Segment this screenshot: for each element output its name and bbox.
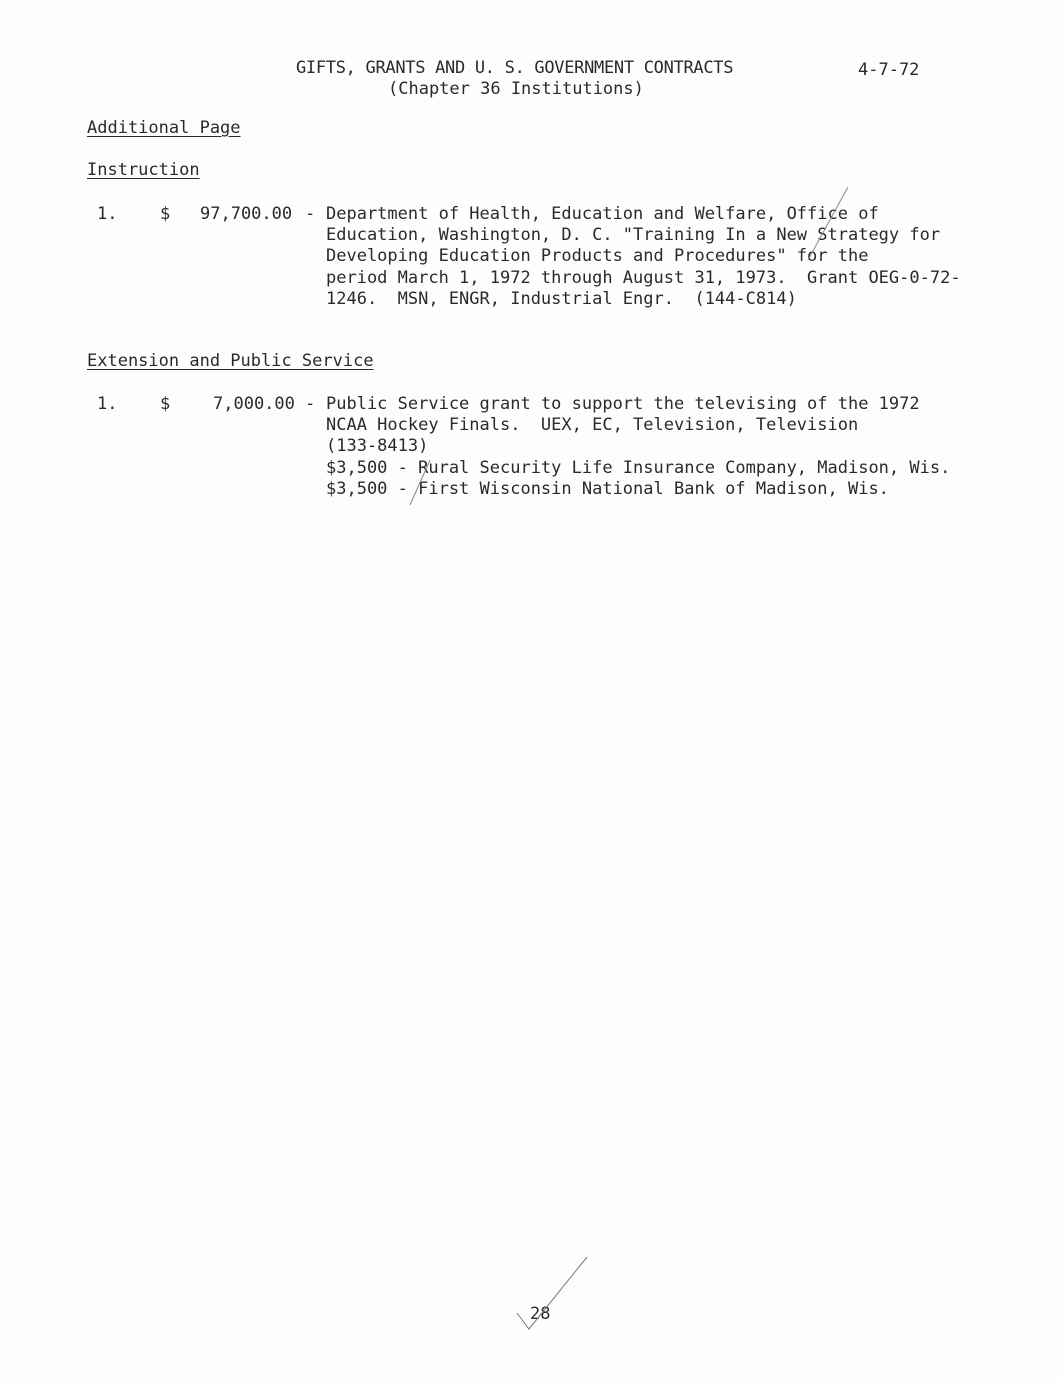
item-number: 1.: [97, 394, 118, 414]
page-number: 28: [530, 1304, 551, 1324]
item-dash: -: [305, 394, 316, 414]
currency-symbol: $: [160, 204, 171, 224]
item-dash: -: [305, 204, 316, 224]
description-line: 1246. MSN, ENGR, Industrial Engr. (144-C814): [326, 288, 797, 309]
description-line: $3,500 - Rural Security Life Insurance Company, Madison, Wis.: [326, 457, 951, 478]
description-line: Education, Washington, D. C. "Training In a New Strategy for: [326, 225, 941, 246]
document-subtitle: (Chapter 36 Institutions): [388, 79, 644, 99]
item-amount: 97,700.00: [200, 204, 293, 224]
section-heading-extension: Extension and Public Service: [87, 351, 374, 371]
description-line: period March 1, 1972 through August 31, 1973. Grant OEG-0-72-: [326, 267, 961, 288]
item-amount: 7,000.00: [213, 394, 295, 414]
pencil-check-mark-icon: [800, 185, 860, 265]
item-number: 1.: [97, 204, 118, 224]
document-date: 4-7-72: [858, 60, 920, 80]
description-line: $3,500 - First Wisconsin National Bank of Madison, Wis.: [326, 478, 889, 499]
description-line: (133-8413): [326, 436, 429, 457]
description-line: NCAA Hockey Finals. UEX, EC, Television, Television: [326, 415, 859, 436]
currency-symbol: $: [160, 394, 171, 414]
description-line: Public Service grant to support the televising of the 1972: [326, 394, 920, 414]
document-title: GIFTS, GRANTS AND U. S. GOVERNMENT CONTRACTS: [296, 58, 734, 78]
additional-page-label: Additional Page: [87, 118, 241, 138]
description-line: Developing Education Products and Procedures" for the: [326, 246, 869, 267]
section-heading-instruction: Instruction: [87, 160, 200, 180]
item-description: [326, 204, 986, 310]
pencil-check-mark-icon: [515, 1255, 595, 1335]
pencil-check-mark-icon: [405, 455, 435, 510]
description-line: Department of Health, Education and Welfare, Office of: [326, 204, 879, 224]
